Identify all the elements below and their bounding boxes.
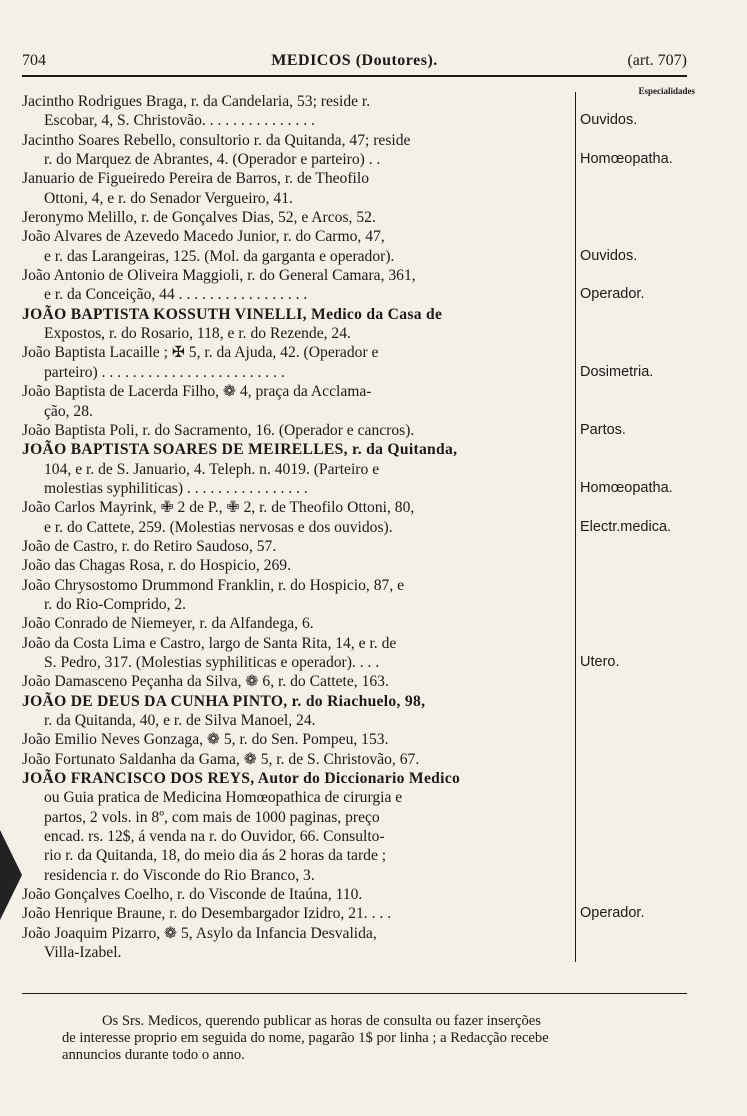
directory-entry — [22, 904, 702, 923]
entry-text — [22, 885, 576, 904]
entry-specialty: Operador. — [580, 286, 645, 303]
directory-entry — [22, 614, 702, 633]
entry-text — [22, 634, 576, 673]
entry-specialty: Partos. — [580, 421, 626, 438]
entry-line: molestias syphiliticas) . . . . . . . . . . . . . . . . — [44, 479, 308, 497]
directory-entry — [22, 498, 702, 537]
entry-text — [22, 208, 576, 227]
footer-line: Os Srs. Medicos, querendo publicar as horas de consulta ou fazer inserções — [102, 1013, 541, 1029]
entry-line: S. Pedro, 317. (Molestias syphiliticas e operador). . . . — [44, 653, 380, 671]
entry-text — [22, 556, 576, 575]
entry-text — [22, 305, 576, 344]
entry-line: João Emilio Neves Gonzaga, ❁ 5, r. do Sen. Pompeu, 153. — [22, 731, 389, 749]
entry-line: e r. do Cattete, 259. (Molestias nervosas e dos ouvidos). — [44, 518, 393, 536]
entry-specialty: Electr.medica. — [580, 518, 672, 535]
directory-entry — [22, 440, 702, 498]
entry-line: João Gonçalves Coelho, r. do Visconde de Itaúna, 110. — [22, 886, 363, 904]
directory-entry — [22, 266, 702, 305]
entry-text — [22, 421, 576, 440]
entry-line: João de Castro, r. do Retiro Saudoso, 57. — [22, 537, 277, 555]
entry-line: João Baptista Poli, r. do Sacramento, 16. (Operador e cancros). — [22, 421, 415, 439]
entry-specialty: Ouvidos. — [580, 112, 638, 129]
physician-list — [22, 92, 702, 962]
entry-line: João Fortunato Saldanha da Gama, ❁ 5, r. de S. Christovão, 67. — [22, 750, 420, 768]
directory-entry — [22, 556, 702, 575]
entry-text — [22, 343, 576, 382]
entry-line: João Chrysostomo Drummond Franklin, r. do Hospicio, 87, e — [22, 576, 405, 594]
footer-line: annuncios durante todo o anno. — [62, 1047, 245, 1063]
entry-line: Escobar, 4, S. Christovão. . . . . . . . . . . . . . . — [44, 112, 315, 130]
entry-line: Jeronymo Melillo, r. de Gonçalves Dias, 52, e Arcos, 52. — [22, 209, 376, 227]
entry-text — [22, 750, 576, 769]
directory-entry — [22, 537, 702, 556]
entry-line: Villa-Izabel. — [44, 944, 122, 962]
entry-line: r. do Rio-Comprido, 2. — [44, 595, 187, 613]
entry-line: João Damasceno Peçanha da Silva, ❁ 6, r. do Cattete, 163. — [22, 673, 389, 691]
entry-line: João Joaquim Pizarro, ❁ 5, Asylo da Infancia Desvalida, — [22, 924, 377, 942]
entry-line: João Antonio de Oliveira Maggioli, r. do General Camara, 361, — [22, 267, 416, 285]
footer-notice — [62, 1013, 687, 1064]
entry-specialty: Operador. — [580, 905, 645, 922]
page-header — [22, 52, 687, 74]
directory-entry — [22, 305, 702, 344]
entry-line: João Baptista de Lacerda Filho, ❁ 4, praça da Acclama- — [22, 383, 372, 401]
directory-entry — [22, 730, 702, 749]
entry-line: João Carlos Mayrink, ✙ 2 de P., ✙ 2, r. de Theofilo Ottoni, 80, — [22, 499, 415, 517]
entry-line: ou Guia pratica de Medicina Homœopathica de cirurgia e — [44, 789, 403, 807]
entry-line: Januario de Figueiredo Pereira de Barros, r. de Theofilo — [22, 170, 369, 188]
entry-line: Jacintho Soares Rebello, consultorio r. da Quitanda, 47; reside — [22, 131, 411, 149]
directory-entry — [22, 750, 702, 769]
directory-entry — [22, 634, 702, 673]
directory-entry — [22, 885, 702, 904]
entry-text — [22, 498, 576, 537]
entry-line: Ottoni, 4, e r. do Senador Vergueiro, 41. — [44, 189, 293, 207]
entry-line: Expostos, r. do Rosario, 118, e r. do Rezende, 24. — [44, 325, 351, 343]
entry-specialty: Ouvidos. — [580, 247, 638, 264]
entry-text — [22, 382, 576, 421]
directory-entry — [22, 382, 702, 421]
entry-line: encad. rs. 12$, á venda na r. do Ouvidor, 66. Consulto- — [44, 828, 385, 846]
margin-mark-icon — [0, 830, 22, 920]
page-number: 704 — [22, 52, 46, 69]
entry-line: JOÃO FRANCISCO DOS REYS, Autor do Diccionario Medico — [22, 770, 461, 788]
entry-line: João Alvares de Azevedo Macedo Junior, r. do Carmo, 47, — [22, 228, 385, 246]
entry-text — [22, 576, 576, 615]
entry-line: r. do Marquez de Abrantes, 4. (Operador e parteiro) . . — [44, 151, 381, 169]
directory-entry — [22, 421, 702, 440]
directory-entry — [22, 692, 702, 731]
directory-entry — [22, 924, 702, 963]
directory-entry — [22, 672, 702, 691]
entry-line: Jacintho Rodrigues Braga, r. da Candelaria, 53; reside r. — [22, 93, 371, 110]
entry-specialty: Homœopatha. — [580, 151, 673, 168]
directory-entry — [22, 92, 702, 131]
entry-text — [22, 769, 576, 885]
entry-text — [22, 169, 576, 208]
entry-line: ção, 28. — [44, 402, 93, 420]
entry-line: 104, e r. de S. Januario, 4. Teleph. n. 4019. (Parteiro e — [44, 460, 380, 478]
entry-line: João Baptista Lacaille ; ✠ 5, r. da Ajuda, 42. (Operador e — [22, 344, 379, 362]
entry-text — [22, 614, 576, 633]
entry-line: partos, 2 vols. in 8º, com mais de 1000 paginas, preço — [44, 808, 380, 826]
entry-specialty: Homœopatha. — [580, 479, 673, 496]
entry-text — [22, 672, 576, 691]
directory-entry — [22, 131, 702, 170]
entry-text — [22, 266, 576, 305]
header-rule — [22, 75, 687, 77]
entry-line: rio r. da Quitanda, 18, do meio dia ás 2 horas da tarde ; — [44, 847, 387, 865]
entry-text — [22, 227, 576, 266]
entry-line: parteiro) . . . . . . . . . . . . . . . . . . . . . . . . — [44, 363, 285, 381]
entry-specialty: Dosimetria. — [580, 363, 654, 380]
entry-text — [22, 131, 576, 170]
entry-line: e r. das Larangeiras, 125. (Mol. da garganta e operador). — [44, 247, 395, 265]
entry-line: João Henrique Braune, r. do Desembargador Izidro, 21. . . . — [22, 905, 392, 923]
entry-line: João das Chagas Rosa, r. do Hospicio, 269. — [22, 557, 291, 575]
directory-entry — [22, 576, 702, 615]
entry-line: João da Costa Lima e Castro, largo de Santa Rita, 14, e r. de — [22, 634, 397, 652]
entry-line: JOÃO BAPTISTA KOSSUTH VINELLI, Medico da Casa de — [22, 305, 443, 323]
entry-text — [22, 537, 576, 556]
directory-entry — [22, 769, 702, 885]
footer-rule — [22, 993, 687, 994]
entry-line: residencia r. do Visconde do Rio Branco, 3. — [44, 866, 315, 884]
entry-line: JOÃO DE DEUS DA CUNHA PINTO, r. do Riachuelo, 98, — [22, 692, 426, 710]
entry-line: JOÃO BAPTISTA SOARES DE MEIRELLES, r. da Quitanda, — [22, 441, 458, 459]
directory-entry — [22, 208, 702, 227]
article-reference: (art. 707) — [627, 52, 687, 69]
page-title: MEDICOS (Doutores). — [271, 52, 438, 69]
entry-text — [22, 924, 576, 963]
entry-text — [22, 730, 576, 749]
directory-entry — [22, 343, 702, 382]
entry-line: João Conrado de Niemeyer, r. da Alfandega, 6. — [22, 615, 314, 633]
specialty-column-header: Especialidades — [638, 86, 695, 96]
directory-entry — [22, 227, 702, 266]
entry-text — [22, 440, 576, 498]
entry-text — [22, 92, 576, 131]
entry-line: r. da Quitanda, 40, e r. de Silva Manoel, 24. — [44, 712, 316, 729]
entry-text — [22, 904, 576, 923]
footer-line: de interesse proprio em seguida do nome, pagarão 1$ por linha ; a Redacção recebe — [62, 1030, 549, 1046]
entry-text — [22, 692, 576, 731]
directory-entry — [22, 169, 702, 208]
entry-line: e r. da Conceição, 44 . . . . . . . . . . . . . . . . . — [44, 286, 308, 304]
entry-specialty: Utero. — [580, 653, 620, 670]
